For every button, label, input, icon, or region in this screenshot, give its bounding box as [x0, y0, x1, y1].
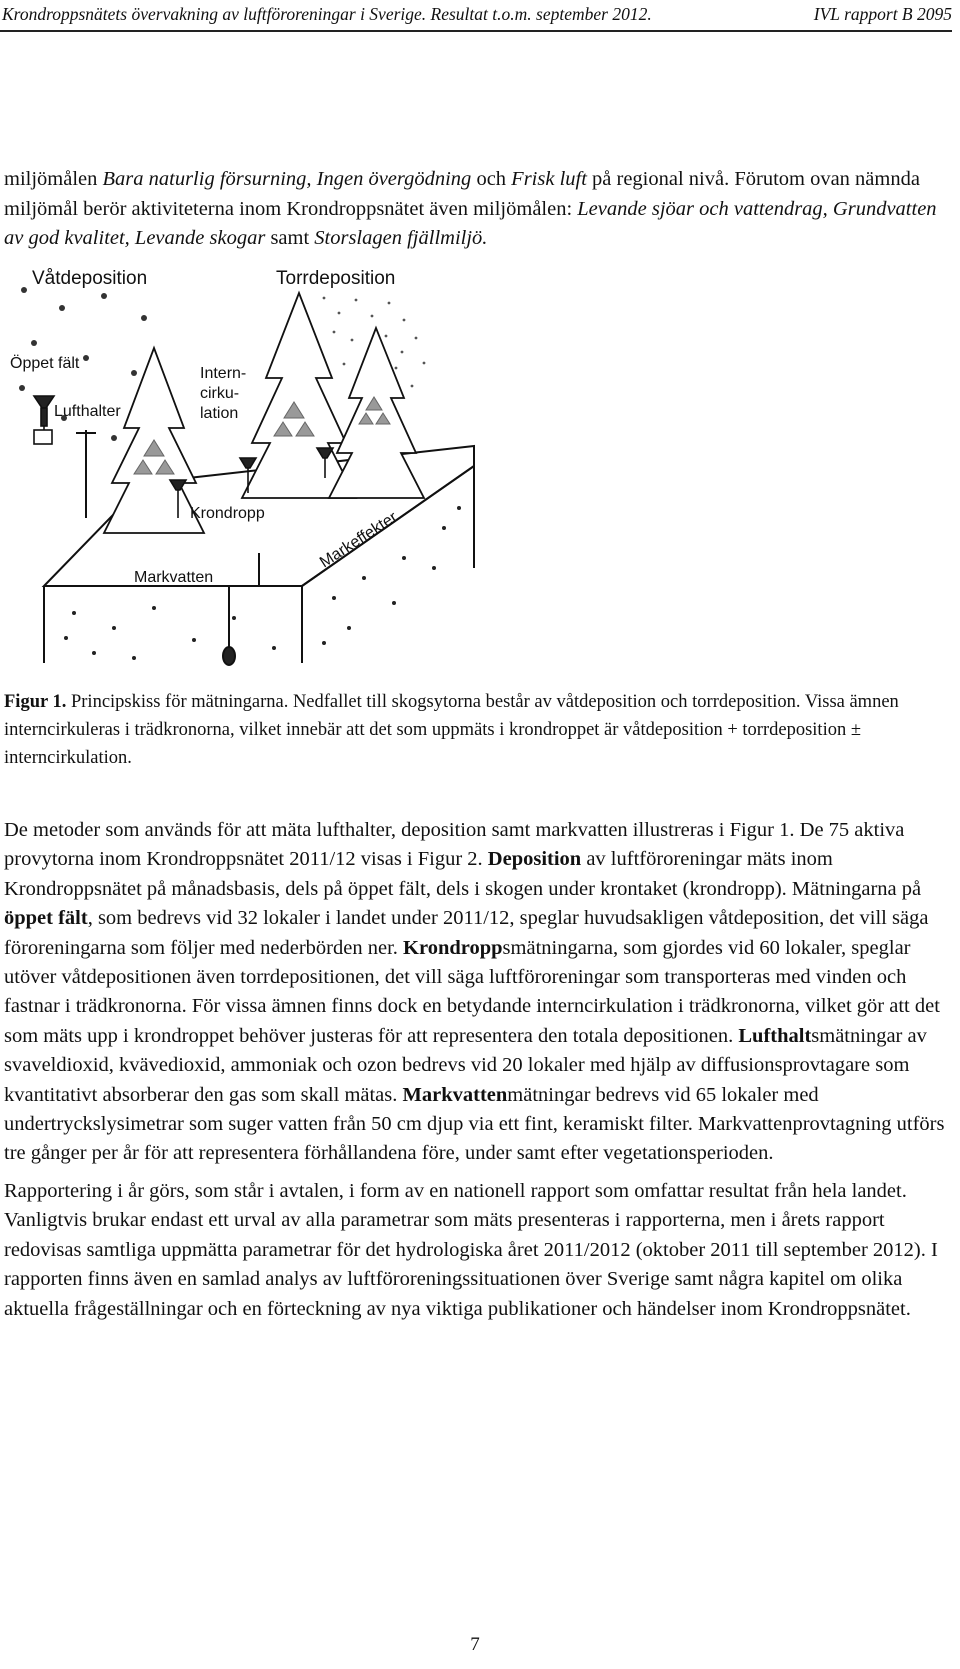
- paragraph-reporting: Rapportering i år görs, som står i avtalen, i form av en nationell rapport som omfattar resultat från hela landet. Vanligtvis brukar endast ett urval av alla parametrar som mäts presenteras i rapporterna, men i årets rapport redovisas samtliga uppmätta parametrar för det hydrologiska året 2011/2012 (oktober 2011 till september 2012). I rapporten finns även en samlad analys av luftföroreningssituationen över Sverige samt några kapitel om olika aktuella frågeställningar och en förteckning av nya viktiga publikationer och händelser inom Krondroppsnätet.: [4, 1179, 938, 1320]
- figure-caption: [4, 688, 948, 772]
- intro-paragraph: [4, 165, 948, 254]
- intro-italic-goals: Levande sjöar och vattendrag, Grundvatten av god kvalitet, Levande skogar: [4, 197, 937, 249]
- label-intern-1: Intern-: [200, 365, 247, 382]
- intro-italic-goals: Bara naturlig försurning, Ingen övergödning: [102, 168, 472, 190]
- header-title: Krondroppsnätets övervakning av luftföroreningar i Sverige. Resultat t.o.m. september 2012.: [2, 4, 652, 24]
- text-span: , som bedrevs vid 32 lokaler i landet under 2011/12, speglar huvudsakligen våtdeposition, det vill säga föroreningarna som följer med nederbörden ner.: [4, 907, 929, 959]
- bold-term-deposition: Deposition: [487, 848, 582, 871]
- text-span: smätningarna, som gjordes vid 60 lokaler, speglar utöver våtdepositionen även torrdepositionen, det vill säga luftföroreningar som transporteras med vinden och fastnar i trädkronorna. För vissa ämnen finns dock en betydande interncirkulation i trädkronorna, vilket gör att det som mäts upp i krondroppet behöver justeras för att representera den totala depositionen.: [4, 936, 940, 1047]
- body-text: [4, 816, 948, 1332]
- label-air-concentration: Lufthalter: [54, 403, 121, 420]
- label-soil-water: Markvatten: [134, 569, 214, 586]
- label-soil-effects: Markeffekter: [316, 508, 401, 572]
- tree-icon: [104, 293, 424, 533]
- text-span: smätningar av svaveldioxid, kvävedioxid, ammoniak och ozon bedrevs vid 20 lokaler med hjälp av diffusionsprovtagare som kvantitativt absorberar den gas som skall mätas.: [4, 1024, 927, 1106]
- figure-1-sketch: [4, 268, 484, 678]
- bold-term-throughfall: Krondropp: [403, 936, 503, 959]
- paragraph-methods: [4, 816, 948, 1169]
- text-span: De metoder som används för att mäta lufthalter, deposition samt markvatten illustreras i Figur 1. De 75 aktiva provytorna inom Krondroppsnätet 2011/12 visas i Figur 2.: [4, 819, 905, 871]
- intro-text: och: [471, 168, 512, 190]
- intro-text: på regional nivå. Förutom ovan nämnda miljömål berör aktiviteterna inom Krondroppsnätet även miljömålen:: [4, 168, 920, 220]
- header-report-id: IVL rapport B 2095: [813, 4, 952, 24]
- label-dry-deposition: Torrdeposition: [276, 268, 396, 289]
- text-span: mätningar bedrevs vid 65 lokaler med undertryckslysimetrar som suger vatten från 50 cm djup via ett fint, keramiskt filter. Markvattenprovtagning utförs tre gånger per år för att representera förhållandena före, under samt efter vegetationsperioden.: [4, 1083, 945, 1165]
- bold-term-open-field: öppet fält: [4, 907, 88, 930]
- air-sampler-icon: [76, 430, 96, 518]
- text-span: av luftföroreningar mäts inom Krondroppsnätet på månadsbasis, dels på öppet fält, dels i skogen under krontaket (krondropp). Mätningarna på: [4, 848, 922, 900]
- label-throughfall: Krondropp: [190, 505, 265, 522]
- page-number: 7: [470, 1634, 480, 1655]
- intro-text: samt: [265, 227, 315, 249]
- header-divider: [0, 30, 952, 32]
- label-intern-2: cirku-: [200, 385, 240, 402]
- label-wet-deposition: Våtdeposition: [32, 268, 148, 289]
- caption-text: Principskiss för mätningarna. Nedfallet till skogsytorna består av våtdeposition och torrdeposition. Vissa ämnen interncirkuleras i trädkronorna, vilket innebär att det som uppmäts i krondroppet är våtdeposition + torrdeposition ± interncirkulation.: [4, 692, 899, 768]
- intro-italic-goal: Storslagen fjällmiljö.: [314, 227, 488, 249]
- caption-label: Figur 1.: [4, 692, 67, 712]
- intro-italic-goal: Frisk luft: [511, 168, 587, 190]
- bold-term-air: Lufthalt: [738, 1024, 812, 1047]
- intro-text: miljömålen: [4, 168, 103, 190]
- bold-term-soil-water: Markvatten: [402, 1083, 508, 1106]
- label-open-field: Öppet fält: [10, 355, 80, 372]
- label-intern-3: lation: [200, 405, 239, 422]
